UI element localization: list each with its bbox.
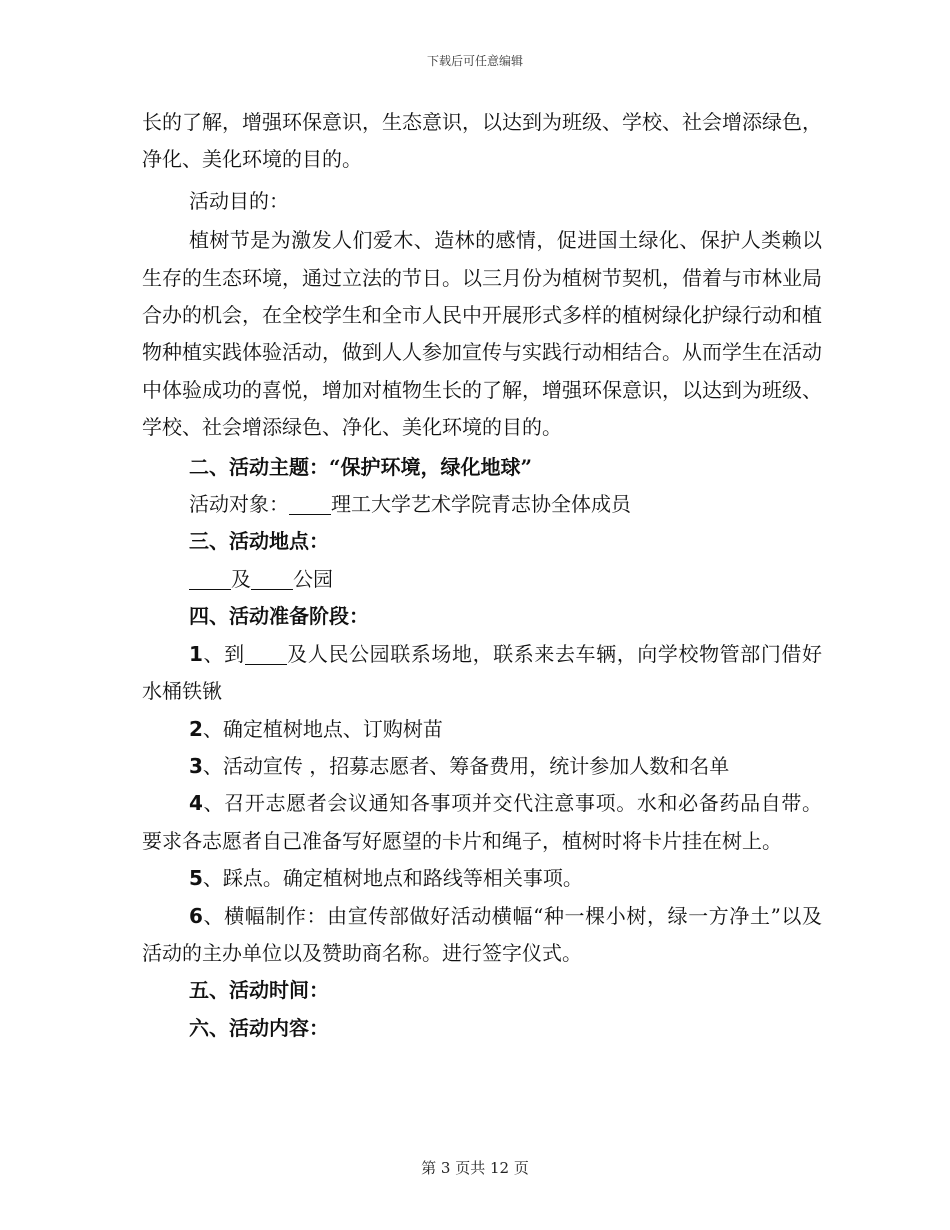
prep-item-4 [142, 785, 822, 860]
blank-field [189, 567, 231, 590]
item-number: 6 [189, 903, 203, 928]
prep-item-1 [142, 636, 822, 711]
item-number: 5 [189, 866, 203, 891]
location-end: 公园 [293, 566, 333, 591]
prep-item-2 [142, 711, 822, 748]
activity-target [142, 486, 822, 523]
page-header: 下载后可任意编辑 [426, 54, 523, 68]
item-text: 、确定植树地点、订购树苗 [202, 716, 443, 741]
heading-activity-goal: 活动目的： [189, 188, 289, 213]
target-text: 理工大学艺术学院青志协全体成员 [331, 492, 631, 517]
page-footer: 第 3 页共 12 页 [421, 1159, 529, 1177]
item-text: 、活动宣传 ，招募志愿者、筹备费用，统计参加人数和名单 [202, 753, 730, 778]
item-number: 3 [189, 753, 203, 778]
heading-content: 六、活动内容： [189, 1015, 329, 1040]
item-number: 4 [189, 791, 203, 816]
target-label: 活动对象： [189, 492, 289, 517]
blank-field [245, 642, 287, 665]
prep-item-3 [142, 748, 822, 785]
paragraph-activity-goal: 植树节是为激发人们爱木、造林的感情，促进国土绿化、保护人类赖以生存的生态环境，通过立法的节日。以三月份为植树节契机，借着与市林业局合办的机会，在全校学生和全市人民中开展形式多样的植树绿化护绿行动和植物种植实践体验活动，做到人人参加宣传与实践行动相结合。从而学生在活动中体验成功的喜悦，增加对植物生长的了解，增强环保意识，以达到为班级、学校、社会增添绿色、净化、美化环境的目的。 [142, 228, 822, 440]
item-number: 2 [189, 716, 203, 741]
item-text: 、召开志愿者会议通知各事项并交代注意事项。水和必备药品自带。要求各志愿者自己准备写好愿望的卡片和绳子，植树时将卡片挂在树上。 [142, 791, 822, 853]
item-text: 、踩点。确定植树地点和路线等相关事项。 [202, 866, 583, 891]
heading-time: 五、活动时间： [189, 978, 329, 1003]
location-mid: 及 [231, 566, 251, 591]
item-number: 1 [189, 641, 203, 666]
location-line [142, 561, 822, 598]
heading-preparation: 四、活动准备阶段： [189, 604, 369, 629]
heading-theme: 二、活动主题：“保护环境，绿化地球” [189, 454, 533, 479]
prep-item-5 [142, 860, 822, 897]
prep-item-6 [142, 898, 822, 973]
document-body [142, 104, 822, 1047]
blank-field [251, 567, 293, 590]
paragraph-continuation: 长的了解，增强环保意识，生态意识，以达到为班级、学校、社会增添绿色，净化、美化环境的目的。 [142, 110, 822, 172]
item-text: 及人民公园联系场地，联系来去车辆，向学校物管部门借好水桶铁锹 [142, 641, 823, 704]
item-text: 、到 [202, 641, 245, 666]
item-text: 、横幅制作：由宣传部做好活动横幅“种一棵小树，绿一方净土”以及活动的主办单位以及赞助商名称。进行签字仪式。 [142, 903, 822, 965]
heading-location: 三、活动地点： [189, 529, 329, 554]
blank-field [289, 492, 331, 515]
